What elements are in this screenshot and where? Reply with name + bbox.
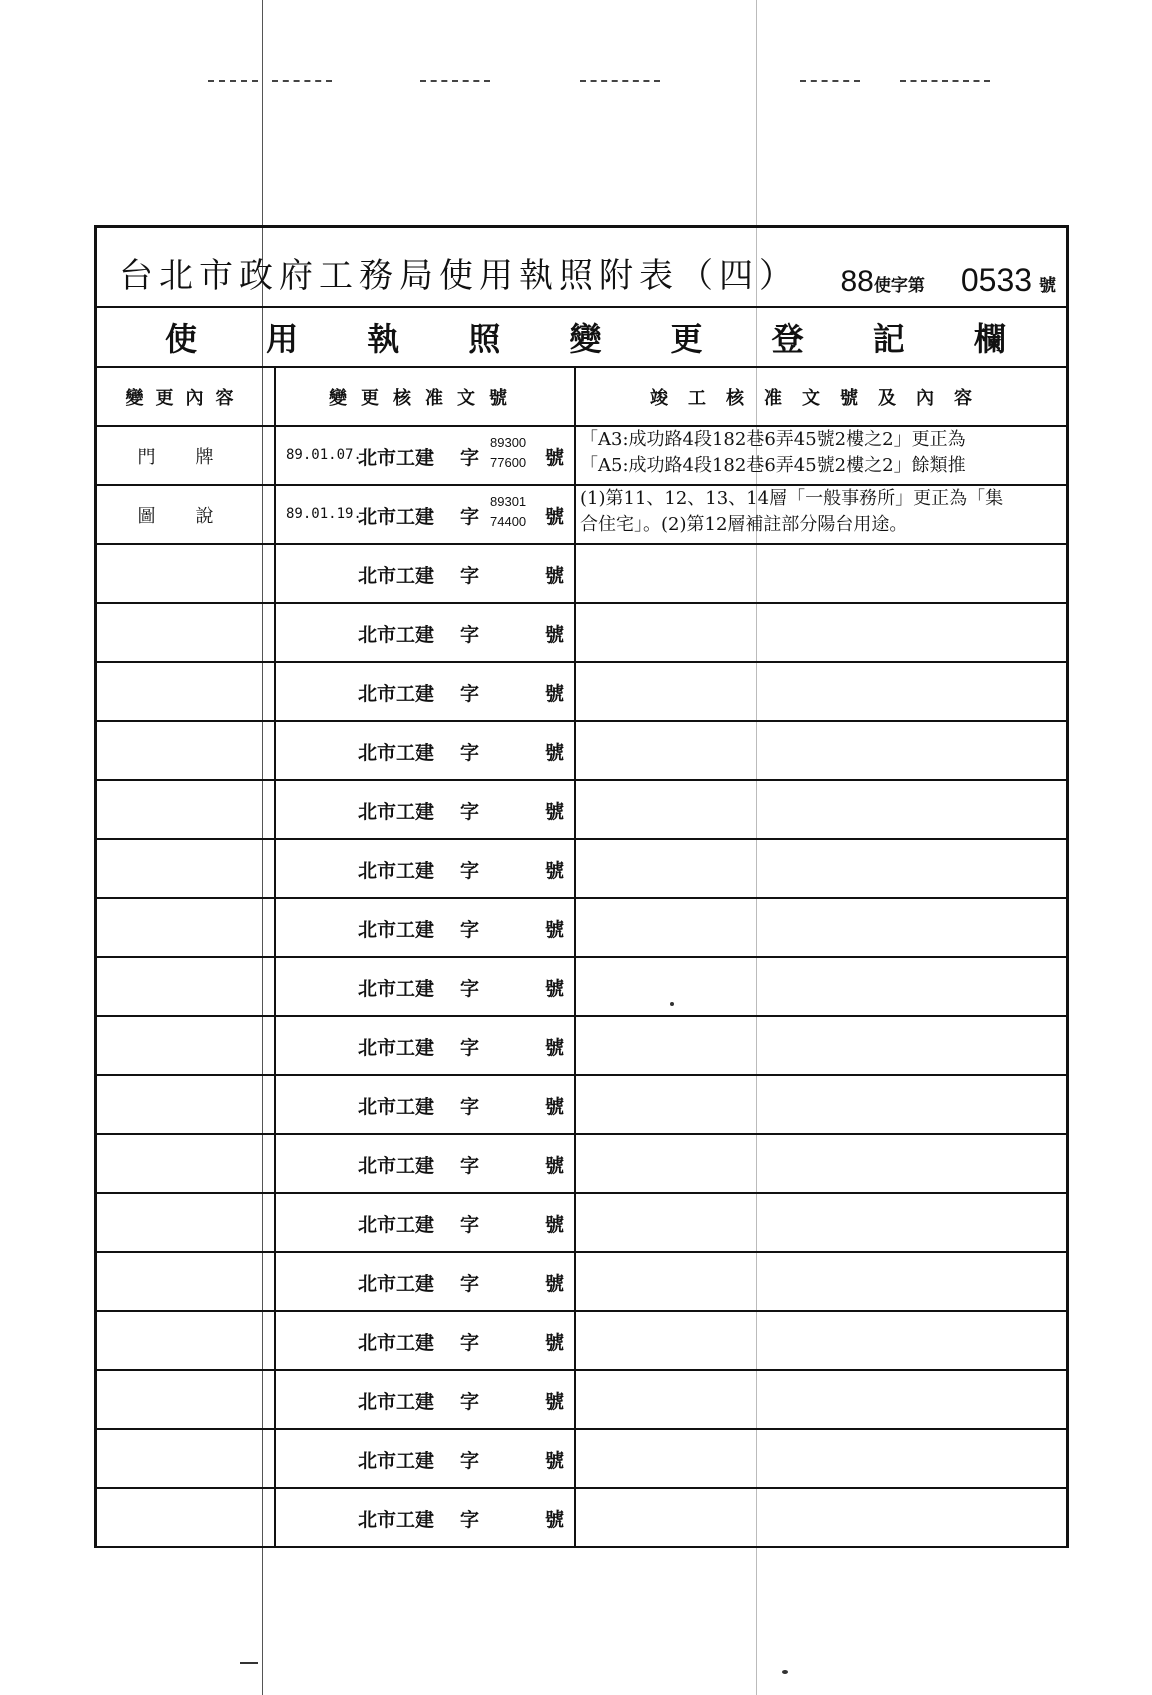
approval-hao: 號 <box>544 1332 564 1354</box>
approval-cell <box>275 1193 575 1252</box>
approval-dept: 北市工建 <box>358 683 435 705</box>
completion-desc <box>575 1193 1066 1252</box>
approval-cell <box>275 1311 575 1370</box>
approval-hao: 號 <box>544 506 564 528</box>
completion-desc <box>575 898 1066 957</box>
col-approval-doc: 變更核准文號 <box>275 368 575 426</box>
approval-hao: 號 <box>544 1509 564 1531</box>
approval-dept: 北市工建 <box>358 1509 435 1531</box>
doc-number-top: 89301 <box>490 494 527 509</box>
approval-hao: 號 <box>544 1273 564 1295</box>
change-item <box>97 957 275 1016</box>
table-row <box>97 1252 1066 1311</box>
approval-zi: 字 <box>460 1273 480 1295</box>
scan-dash <box>580 80 660 84</box>
desc-line: 合住宅」。(2)第12層補註部分陽台用途。 <box>580 514 908 535</box>
banner-char: 執 <box>367 320 400 358</box>
approval-hao: 號 <box>544 683 564 705</box>
approval-cell <box>275 839 575 898</box>
change-register-table <box>97 368 1066 1548</box>
table-row <box>97 721 1066 780</box>
approval-hao: 號 <box>544 1391 564 1413</box>
approval-zi: 字 <box>460 683 480 705</box>
approval-hao: 號 <box>544 1096 564 1118</box>
license-label: 使字第 <box>873 276 925 296</box>
approval-dept: 北市工建 <box>358 506 435 528</box>
approval-dept: 北市工建 <box>358 1214 435 1236</box>
scan-speck <box>240 1662 258 1664</box>
approval-cell <box>275 662 575 721</box>
completion-desc <box>575 662 1066 721</box>
scan-dash <box>272 80 332 84</box>
approval-doc-number <box>490 492 526 532</box>
change-item <box>97 1016 275 1075</box>
completion-desc <box>575 1429 1066 1488</box>
table-row <box>97 1134 1066 1193</box>
approval-hao: 號 <box>544 624 564 646</box>
approval-cell <box>275 898 575 957</box>
table-row <box>97 1370 1066 1429</box>
completion-desc <box>575 1075 1066 1134</box>
approval-cell <box>275 426 575 485</box>
license-number-value: 0533 <box>960 262 1033 298</box>
approval-zi: 字 <box>460 1509 480 1531</box>
approval-zi: 字 <box>460 506 480 528</box>
change-item: 圖說 <box>97 485 275 544</box>
scan-speck <box>782 1670 788 1674</box>
col-change-content: 變更內容 <box>97 368 275 426</box>
approval-dept: 北市工建 <box>358 624 435 646</box>
completion-desc <box>575 780 1066 839</box>
approval-dept: 北市工建 <box>358 919 435 941</box>
approval-zi: 字 <box>460 860 480 882</box>
scan-dash <box>208 80 258 84</box>
change-item <box>97 1311 275 1370</box>
table-row <box>97 603 1066 662</box>
approval-doc-number <box>490 433 526 473</box>
table-header <box>97 368 1066 426</box>
approval-dept: 北市工建 <box>358 447 435 469</box>
doc-number-bottom: 77600 <box>490 455 527 470</box>
approval-cell <box>275 1134 575 1193</box>
approval-zi: 字 <box>460 978 480 1000</box>
license-suffix: 號 <box>1039 276 1056 296</box>
approval-zi: 字 <box>460 1450 480 1472</box>
completion-desc <box>575 839 1066 898</box>
approval-hao: 號 <box>544 860 564 882</box>
table-row <box>97 1016 1066 1075</box>
banner-char: 用 <box>266 320 299 358</box>
approval-dept: 北市工建 <box>358 1273 435 1295</box>
approval-dept: 北市工建 <box>358 978 435 1000</box>
approval-dept: 北市工建 <box>358 1037 435 1059</box>
change-item <box>97 1252 275 1311</box>
approval-hao: 號 <box>544 978 564 1000</box>
license-year: 88 <box>840 265 874 298</box>
banner-char: 使 <box>165 320 198 358</box>
approval-zi: 字 <box>460 801 480 823</box>
table-row <box>97 1311 1066 1370</box>
completion-desc <box>575 1311 1066 1370</box>
approval-hao: 號 <box>544 565 564 587</box>
change-item <box>97 721 275 780</box>
completion-desc <box>575 426 1066 485</box>
desc-line: (1)第11、12、13、14層「一般事務所」更正為「集 <box>580 488 1004 509</box>
license-number <box>840 262 1056 299</box>
approval-dept: 北市工建 <box>358 1450 435 1472</box>
approval-dept: 北市工建 <box>358 1332 435 1354</box>
table-row <box>97 1193 1066 1252</box>
approval-cell <box>275 1370 575 1429</box>
approval-date: 89.01.07. <box>286 447 362 463</box>
approval-dept: 北市工建 <box>358 1391 435 1413</box>
banner-char: 更 <box>670 320 703 358</box>
table-row <box>97 1429 1066 1488</box>
change-item: 門牌 <box>97 426 275 485</box>
approval-hao: 號 <box>544 919 564 941</box>
change-item <box>97 839 275 898</box>
approval-zi: 字 <box>460 565 480 587</box>
completion-desc <box>575 1252 1066 1311</box>
table-row <box>97 1075 1066 1134</box>
change-item <box>97 1134 275 1193</box>
table-row <box>97 426 1066 485</box>
approval-cell <box>275 1252 575 1311</box>
desc-line: 「A3:成功路4段182巷6弄45號2樓之2」更正為 <box>580 429 966 450</box>
change-item <box>97 1075 275 1134</box>
approval-dept: 北市工建 <box>358 1155 435 1177</box>
approval-zi: 字 <box>460 742 480 764</box>
table-row <box>97 485 1066 544</box>
table-row <box>97 839 1066 898</box>
table-row <box>97 780 1066 839</box>
change-item <box>97 662 275 721</box>
table-row <box>97 662 1066 721</box>
approval-hao: 號 <box>544 447 564 469</box>
completion-desc <box>575 721 1066 780</box>
table-row <box>97 1488 1066 1547</box>
approval-cell <box>275 780 575 839</box>
table-row <box>97 898 1066 957</box>
license-form <box>94 225 1069 1548</box>
scan-dash <box>420 80 490 84</box>
completion-desc <box>575 1488 1066 1547</box>
banner-char: 欄 <box>973 320 1006 358</box>
form-title: 台北市政府工務局使用執照附表（四） <box>119 256 799 296</box>
approval-zi: 字 <box>460 919 480 941</box>
table-row <box>97 544 1066 603</box>
scan-dash <box>900 80 990 84</box>
approval-cell <box>275 1075 575 1134</box>
approval-hao: 號 <box>544 742 564 764</box>
approval-cell <box>275 544 575 603</box>
change-item <box>97 780 275 839</box>
banner-char: 變 <box>569 320 602 358</box>
completion-desc <box>575 485 1066 544</box>
approval-cell <box>275 485 575 544</box>
approval-dept: 北市工建 <box>358 860 435 882</box>
col-completion-doc: 竣工核准文號及內容 <box>575 368 1066 426</box>
approval-cell <box>275 603 575 662</box>
completion-desc <box>575 544 1066 603</box>
empty-rows <box>97 544 1066 1547</box>
approval-zi: 字 <box>460 1332 480 1354</box>
banner-char: 記 <box>872 320 905 358</box>
approval-zi: 字 <box>460 1096 480 1118</box>
approval-zi: 字 <box>460 1155 480 1177</box>
change-item <box>97 1429 275 1488</box>
approval-zi: 字 <box>460 1214 480 1236</box>
change-item <box>97 1488 275 1547</box>
change-item <box>97 1193 275 1252</box>
approval-dept: 北市工建 <box>358 1096 435 1118</box>
section-banner <box>97 308 1066 368</box>
approval-hao: 號 <box>544 1214 564 1236</box>
banner-char: 登 <box>771 320 804 358</box>
completion-desc <box>575 1016 1066 1075</box>
banner-char: 照 <box>468 320 501 358</box>
approval-dept: 北市工建 <box>358 801 435 823</box>
approval-zi: 字 <box>460 1037 480 1059</box>
approval-cell <box>275 1016 575 1075</box>
scan-dash <box>800 80 860 84</box>
table-row <box>97 957 1066 1016</box>
approval-hao: 號 <box>544 1037 564 1059</box>
change-item <box>97 544 275 603</box>
approval-cell <box>275 1429 575 1488</box>
approval-hao: 號 <box>544 801 564 823</box>
approval-cell <box>275 1488 575 1547</box>
change-item <box>97 1370 275 1429</box>
title-row <box>97 228 1066 308</box>
completion-desc <box>575 1134 1066 1193</box>
approval-dept: 北市工建 <box>358 742 435 764</box>
doc-number-top: 89300 <box>490 435 527 450</box>
approval-cell <box>275 721 575 780</box>
approval-date: 89.01.19. <box>286 506 362 522</box>
change-item <box>97 898 275 957</box>
approval-hao: 號 <box>544 1155 564 1177</box>
approval-zi: 字 <box>460 624 480 646</box>
approval-zi: 字 <box>460 1391 480 1413</box>
approval-dept: 北市工建 <box>358 565 435 587</box>
completion-desc <box>575 603 1066 662</box>
approval-zi: 字 <box>460 447 480 469</box>
completion-desc <box>575 957 1066 1016</box>
approval-hao: 號 <box>544 1450 564 1472</box>
doc-number-bottom: 74400 <box>490 514 527 529</box>
completion-desc <box>575 1370 1066 1429</box>
desc-line: 「A5:成功路4段182巷6弄45號2樓之2」餘類推 <box>580 455 966 476</box>
approval-cell <box>275 957 575 1016</box>
change-item <box>97 603 275 662</box>
